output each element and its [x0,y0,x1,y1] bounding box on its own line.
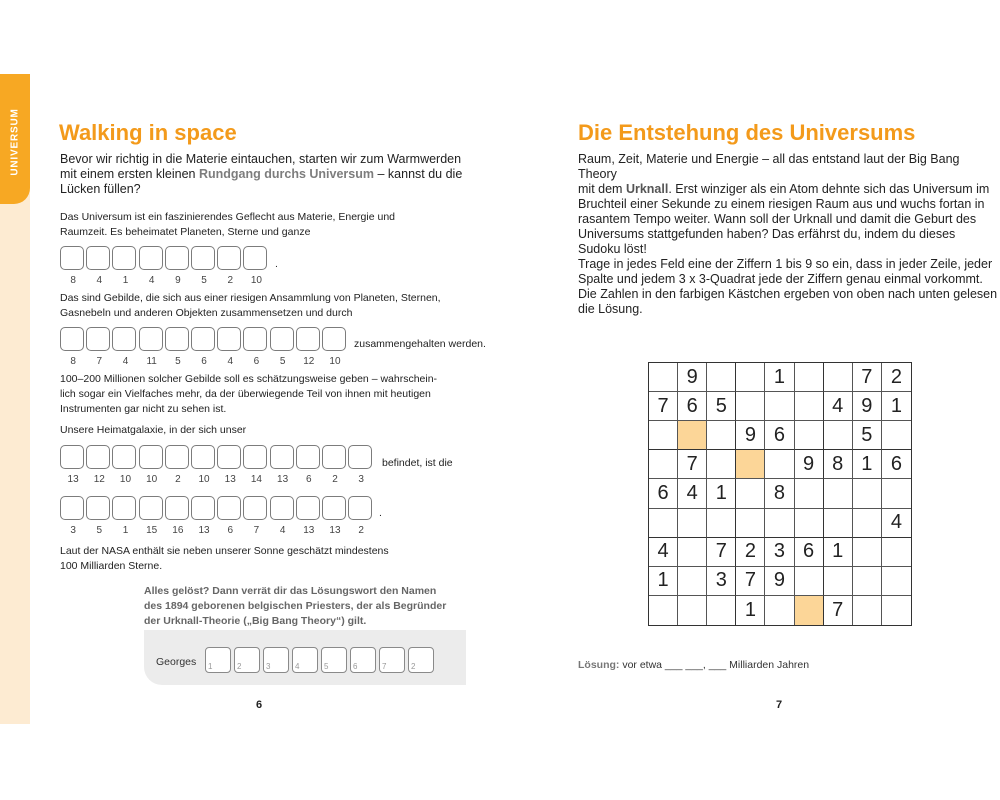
text-line: Gasnebeln und anderen Objekten zusammensetzen und durch [60,307,353,319]
number-row-3 [60,474,374,485]
letter-code-number: 8 [70,275,76,286]
letter-input-box[interactable] [217,246,241,270]
paragraph-line: die Lösung. [578,302,643,316]
letter-input-box[interactable] [165,445,189,469]
sudoku-cell: 7 [824,596,853,625]
sudoku-cell[interactable] [765,596,794,625]
letter-code-number: 5 [175,356,181,367]
sudoku-cell: 7 [736,567,765,596]
letter-code-number: 7 [253,525,260,536]
letter-code-number: 12 [93,474,105,485]
left-page-title: Walking in space [59,120,237,145]
letter-input-box[interactable] [86,327,110,351]
sudoku-cell[interactable] [824,421,853,450]
chapter-tab-label: UNIVERSUM [9,108,21,176]
letter-code-number: 10 [329,356,341,367]
answer-box[interactable] [379,647,405,673]
answer-label: Georges [156,656,197,668]
sudoku-cell: 2 [882,363,911,392]
letter-code-number: 1 [122,525,129,536]
paragraph-line [578,182,998,197]
paragraph-text: mit dem [578,182,623,196]
sudoku-cell: 1 [882,392,911,421]
letter-code-number: 6 [253,356,260,367]
paragraph-line: Die Zahlen in den farbigen Kästchen ergeben von oben nach unten gelesen [578,287,998,301]
sudoku-cell: 3 [707,567,736,596]
letter-code-number: 13 [198,525,210,536]
sudoku-cell[interactable] [853,596,882,625]
sudoku-cell[interactable] [882,479,911,508]
letter-code-number: 16 [172,525,184,536]
letter-code-number: 14 [250,474,262,485]
right-paragraph-2 [578,257,998,317]
paragraph-line: Raum, Zeit, Materie und Energie – all das entstand laut der Big Bang Theory [578,152,960,181]
sudoku-cell[interactable] [882,538,911,567]
text-line: Raumzeit. Es beheimatet Planeten, Sterne und ganze [60,226,311,238]
sudoku-cell[interactable] [707,509,736,538]
text-line: Das sind Gebilde, die sich aus einer riesigen Ansammlung von Planeten, Sternen, [60,292,441,304]
sudoku-cell[interactable] [649,450,678,479]
paragraph-line: rasantem Tempo weiter. Wann soll der Urknall und damit die Geburt des [578,212,977,226]
intro-line: Bevor wir richtig in die Materie eintauchen, starten wir zum Warmwerden [60,152,462,166]
letter-input-box[interactable] [86,496,110,520]
letter-input-box[interactable] [217,327,241,351]
letter-code-number: 10 [146,474,158,485]
text-block-4: Unsere Heimatgalaxie, in der sich unser [60,424,247,436]
letter-code-number: 8 [70,356,76,367]
sudoku-cell: 1 [707,479,736,508]
letter-input-box[interactable] [243,327,267,351]
row3-suffix: befindet, ist die [382,457,453,469]
sudoku-cell: 4 [649,538,678,567]
text-line: 100 Milliarden Sterne. [60,560,163,572]
row2-suffix: zusammengehalten werden. [354,338,486,350]
answer-box[interactable] [350,647,376,673]
letter-input-box[interactable] [296,327,320,351]
letter-input-box[interactable] [112,246,136,270]
sudoku-cell[interactable] [824,363,853,392]
text-line: lich sogar ein Vielfaches mehr, da der überwiegende Teil von ihnen mit heutigen [60,388,431,400]
sudoku-cell[interactable] [736,509,765,538]
letter-code-number: 1 [122,275,129,286]
sudoku-solution-cell[interactable] [795,596,824,625]
letter-input-box[interactable] [60,246,84,270]
sudoku-cell[interactable] [853,538,882,567]
paragraph-line: Trage in jedes Feld eine der Ziffern 1 bis 9 so ein, dass in jeder Zeile, jeder [578,257,993,271]
sudoku-cell: 1 [649,567,678,596]
sudoku-cell[interactable] [882,567,911,596]
answer-box-index: 3 [266,662,271,671]
letter-code-number: 3 [358,474,364,485]
intro-line: Lücken füllen? [60,182,141,196]
letter-input-box[interactable] [86,445,110,469]
sudoku-cell: 9 [795,450,824,479]
final-line: Alles gelöst? Dann verrät dir das Lösungswort den Namen [144,585,437,597]
right-page-number: 7 [776,699,783,711]
sudoku-solution-cell[interactable] [678,421,707,450]
sudoku-cell[interactable] [736,363,765,392]
letter-code-number: 11 [146,356,157,367]
intro-highlight: Rundgang durchs Universum [198,167,374,181]
sudoku-cell[interactable] [649,363,678,392]
sudoku-cell: 4 [678,479,707,508]
sudoku-cell: 1 [853,450,882,479]
solution-line [578,659,809,671]
text-block-5 [60,544,389,574]
sudoku-solution-cell[interactable] [736,450,765,479]
sudoku-cell: 7 [853,363,882,392]
sudoku-cell: 8 [824,450,853,479]
final-line: des 1894 geborenen belgischen Priesters, der als Begründer [144,600,447,612]
answer-box-index: 2 [411,662,416,671]
answer-box[interactable] [321,647,347,673]
letter-code-number: 4 [279,525,286,536]
sudoku-cell: 1 [765,363,794,392]
paragraph-line: Bruchteil einer Sekunde zu einem riesigen Raum aus und wuchs fortan in [578,197,985,211]
solution-label: Lösung: [578,659,620,671]
sudoku-cell: 9 [853,392,882,421]
paragraph-line: Spalte und jedem 3 x 3-Quadrat jede der Ziffern genau einmal vorkommt. [578,272,983,286]
sudoku-cell[interactable] [795,567,824,596]
sudoku-cell[interactable] [736,479,765,508]
sudoku-cell: 7 [678,450,707,479]
sudoku-grid [648,362,912,626]
sudoku-cell[interactable] [795,509,824,538]
letter-code-number: 2 [358,525,364,536]
answer-box[interactable] [292,647,318,673]
sudoku-cell: 9 [765,567,794,596]
letter-input-box[interactable] [270,445,294,469]
sudoku-cell: 5 [707,392,736,421]
letter-input-box[interactable] [322,445,346,469]
letter-code-number: 4 [122,356,129,367]
letter-code-number: 4 [148,275,155,286]
final-question [144,584,464,629]
sudoku-cell: 9 [736,421,765,450]
letter-input-box[interactable] [217,496,241,520]
sudoku-cell[interactable] [678,538,707,567]
answer-panel [144,630,466,685]
paragraph-text: . Erst winziger als ein Atom dehnte sich das Universum im [668,182,990,196]
answer-box-index: 2 [237,662,242,671]
letter-input-box[interactable] [191,445,215,469]
letter-input-box[interactable] [139,445,163,469]
answer-box-index: 1 [208,662,213,671]
answer-box[interactable] [234,647,260,673]
text-line: Instrumenten gar nicht zu sehen ist. [60,403,227,415]
sudoku-cell[interactable] [765,509,794,538]
sudoku-cell[interactable] [678,567,707,596]
sudoku-cell[interactable] [649,421,678,450]
number-row-2 [60,356,348,367]
sudoku-cell[interactable] [824,567,853,596]
sudoku-cell[interactable] [882,421,911,450]
sudoku-cell: 1 [736,596,765,625]
sudoku-cell[interactable] [678,509,707,538]
answer-box-row [205,647,437,673]
letter-code-number: 5 [279,356,286,367]
sudoku-cell[interactable] [824,479,853,508]
paragraph-line: Sudoku löst! [578,242,647,256]
letter-input-box[interactable] [60,327,84,351]
letter-code-number: 9 [175,275,181,286]
letter-input-box[interactable] [60,445,84,469]
number-row-1 [60,275,270,286]
letter-code-number: 10 [198,474,210,485]
book-spread [0,74,1000,724]
sudoku-cell: 6 [795,538,824,567]
right-page-title: Die Entstehung des Universums [578,120,916,145]
sudoku-cell[interactable] [649,509,678,538]
answer-box[interactable] [263,647,289,673]
sudoku-cell[interactable] [795,363,824,392]
sudoku-cell[interactable] [707,363,736,392]
sudoku-cell[interactable] [707,450,736,479]
sudoku-cell[interactable] [678,596,707,625]
letter-code-number: 13 [67,474,79,485]
sudoku-cell[interactable] [853,509,882,538]
sudoku-cell: 3 [765,538,794,567]
letter-code-number: 10 [119,474,132,485]
sudoku-cell[interactable] [736,392,765,421]
letter-input-box[interactable] [165,327,189,351]
letter-code-number: 5 [201,275,207,286]
intro-text: – kannst du die [377,167,463,181]
letter-input-box[interactable] [60,496,84,520]
letter-input-box[interactable] [191,246,215,270]
sudoku-cell[interactable] [853,567,882,596]
letter-code-number: 4 [96,275,103,286]
letter-code-number: 6 [306,474,312,485]
letter-input-box[interactable] [217,445,241,469]
letter-input-box[interactable] [139,327,163,351]
letter-input-box[interactable] [165,246,189,270]
sudoku-cell: 6 [678,392,707,421]
text-line: 100–200 Millionen solcher Gebilde soll es schätzungsweise geben – wahrschein- [60,373,438,385]
sudoku-cell: 6 [649,479,678,508]
letter-input-box[interactable] [348,445,372,469]
letter-code-number: 2 [227,275,233,286]
row4-suffix: . [379,507,382,519]
letter-input-box[interactable] [112,327,136,351]
letter-input-box[interactable] [112,445,136,469]
letter-input-box[interactable] [243,445,267,469]
final-line: der Urknall-Theorie („Big Bang Theory“) gilt. [144,615,367,627]
letter-code-number: 2 [175,474,181,485]
letter-code-number: 6 [201,356,207,367]
letter-input-box[interactable] [296,445,320,469]
sudoku-cell: 6 [765,421,794,450]
right-paragraph-1 [578,152,998,257]
letter-input-box[interactable] [191,496,215,520]
sudoku-cell: 9 [678,363,707,392]
answer-box-index: 6 [353,662,358,671]
letter-input-box[interactable] [165,496,189,520]
letter-input-box[interactable] [112,496,136,520]
letter-code-number: 13 [277,474,289,485]
letter-box-row-3 [60,445,374,469]
letter-input-box[interactable] [322,327,346,351]
sudoku-cell: 4 [882,509,911,538]
letter-input-box[interactable] [322,496,346,520]
letter-code-number: 3 [70,525,76,536]
sudoku-cell: 4 [824,392,853,421]
text-line: Laut der NASA enthält sie neben unserer Sonne geschätzt mindestens [60,545,389,557]
text-block-1 [60,210,395,240]
letter-code-number: 15 [146,525,158,536]
left-page-number: 6 [256,699,263,711]
answer-box[interactable] [408,647,434,673]
answer-box[interactable] [205,647,231,673]
sudoku-cell[interactable] [649,596,678,625]
letter-input-box[interactable] [270,327,294,351]
sudoku-cell[interactable] [765,392,794,421]
letter-code-number: 13 [224,474,236,485]
sudoku-cell: 2 [736,538,765,567]
solution-text: vor etwa ___ ___, ___ Milliarden Jahren [622,659,810,671]
sudoku-cell: 7 [649,392,678,421]
letter-input-box[interactable] [139,496,163,520]
letter-code-number: 2 [332,474,338,485]
answer-box-index: 7 [382,662,387,671]
letter-code-number: 6 [227,525,233,536]
text-block-3 [60,372,437,417]
letter-input-box[interactable] [243,496,267,520]
sudoku-cell: 7 [707,538,736,567]
letter-input-box[interactable] [243,246,267,270]
sudoku-cell: 1 [824,538,853,567]
letter-input-box[interactable] [139,246,163,270]
letter-code-number: 13 [329,525,341,536]
sudoku-cell[interactable] [707,421,736,450]
letter-code-number: 5 [96,525,103,536]
sudoku-cell[interactable] [795,479,824,508]
chapter-tab [0,74,30,204]
letter-box-row-4 [60,496,374,520]
sudoku-cell: 5 [853,421,882,450]
sudoku-cell: 6 [882,450,911,479]
intro-line [60,167,470,182]
sudoku-cell: 8 [765,479,794,508]
letter-input-box[interactable] [86,246,110,270]
letter-code-number: 12 [303,356,315,367]
letter-input-box[interactable] [296,496,320,520]
text-block-2 [60,291,441,321]
paragraph-highlight: Urknall [625,182,669,196]
row1-suffix: . [275,258,278,270]
paragraph-line: Universums stattgefunden haben? Das erfährst du, indem du dieses [578,227,956,241]
letter-code-number: 13 [303,525,315,536]
letter-box-row-1 [60,246,270,270]
letter-input-box[interactable] [270,496,294,520]
sudoku-cell[interactable] [824,509,853,538]
sudoku-cell[interactable] [853,479,882,508]
letter-box-row-2 [60,327,348,351]
text-line: Das Universum ist ein faszinierendes Geflecht aus Materie, Energie und [60,211,395,223]
sudoku-cell[interactable] [795,421,824,450]
sudoku-cell[interactable] [707,596,736,625]
answer-box-index: 5 [324,662,329,671]
letter-input-box[interactable] [191,327,215,351]
number-row-4 [60,525,374,536]
sudoku-cell[interactable] [795,392,824,421]
letter-input-box[interactable] [348,496,372,520]
letter-code-number: 10 [250,275,262,286]
letter-code-number: 7 [96,356,103,367]
sudoku-cell[interactable] [882,596,911,625]
letter-code-number: 4 [227,356,233,367]
answer-box-index: 4 [295,662,300,671]
intro-text: mit einem ersten kleinen [60,167,196,181]
sudoku-cell[interactable] [765,450,794,479]
left-intro [60,152,470,197]
